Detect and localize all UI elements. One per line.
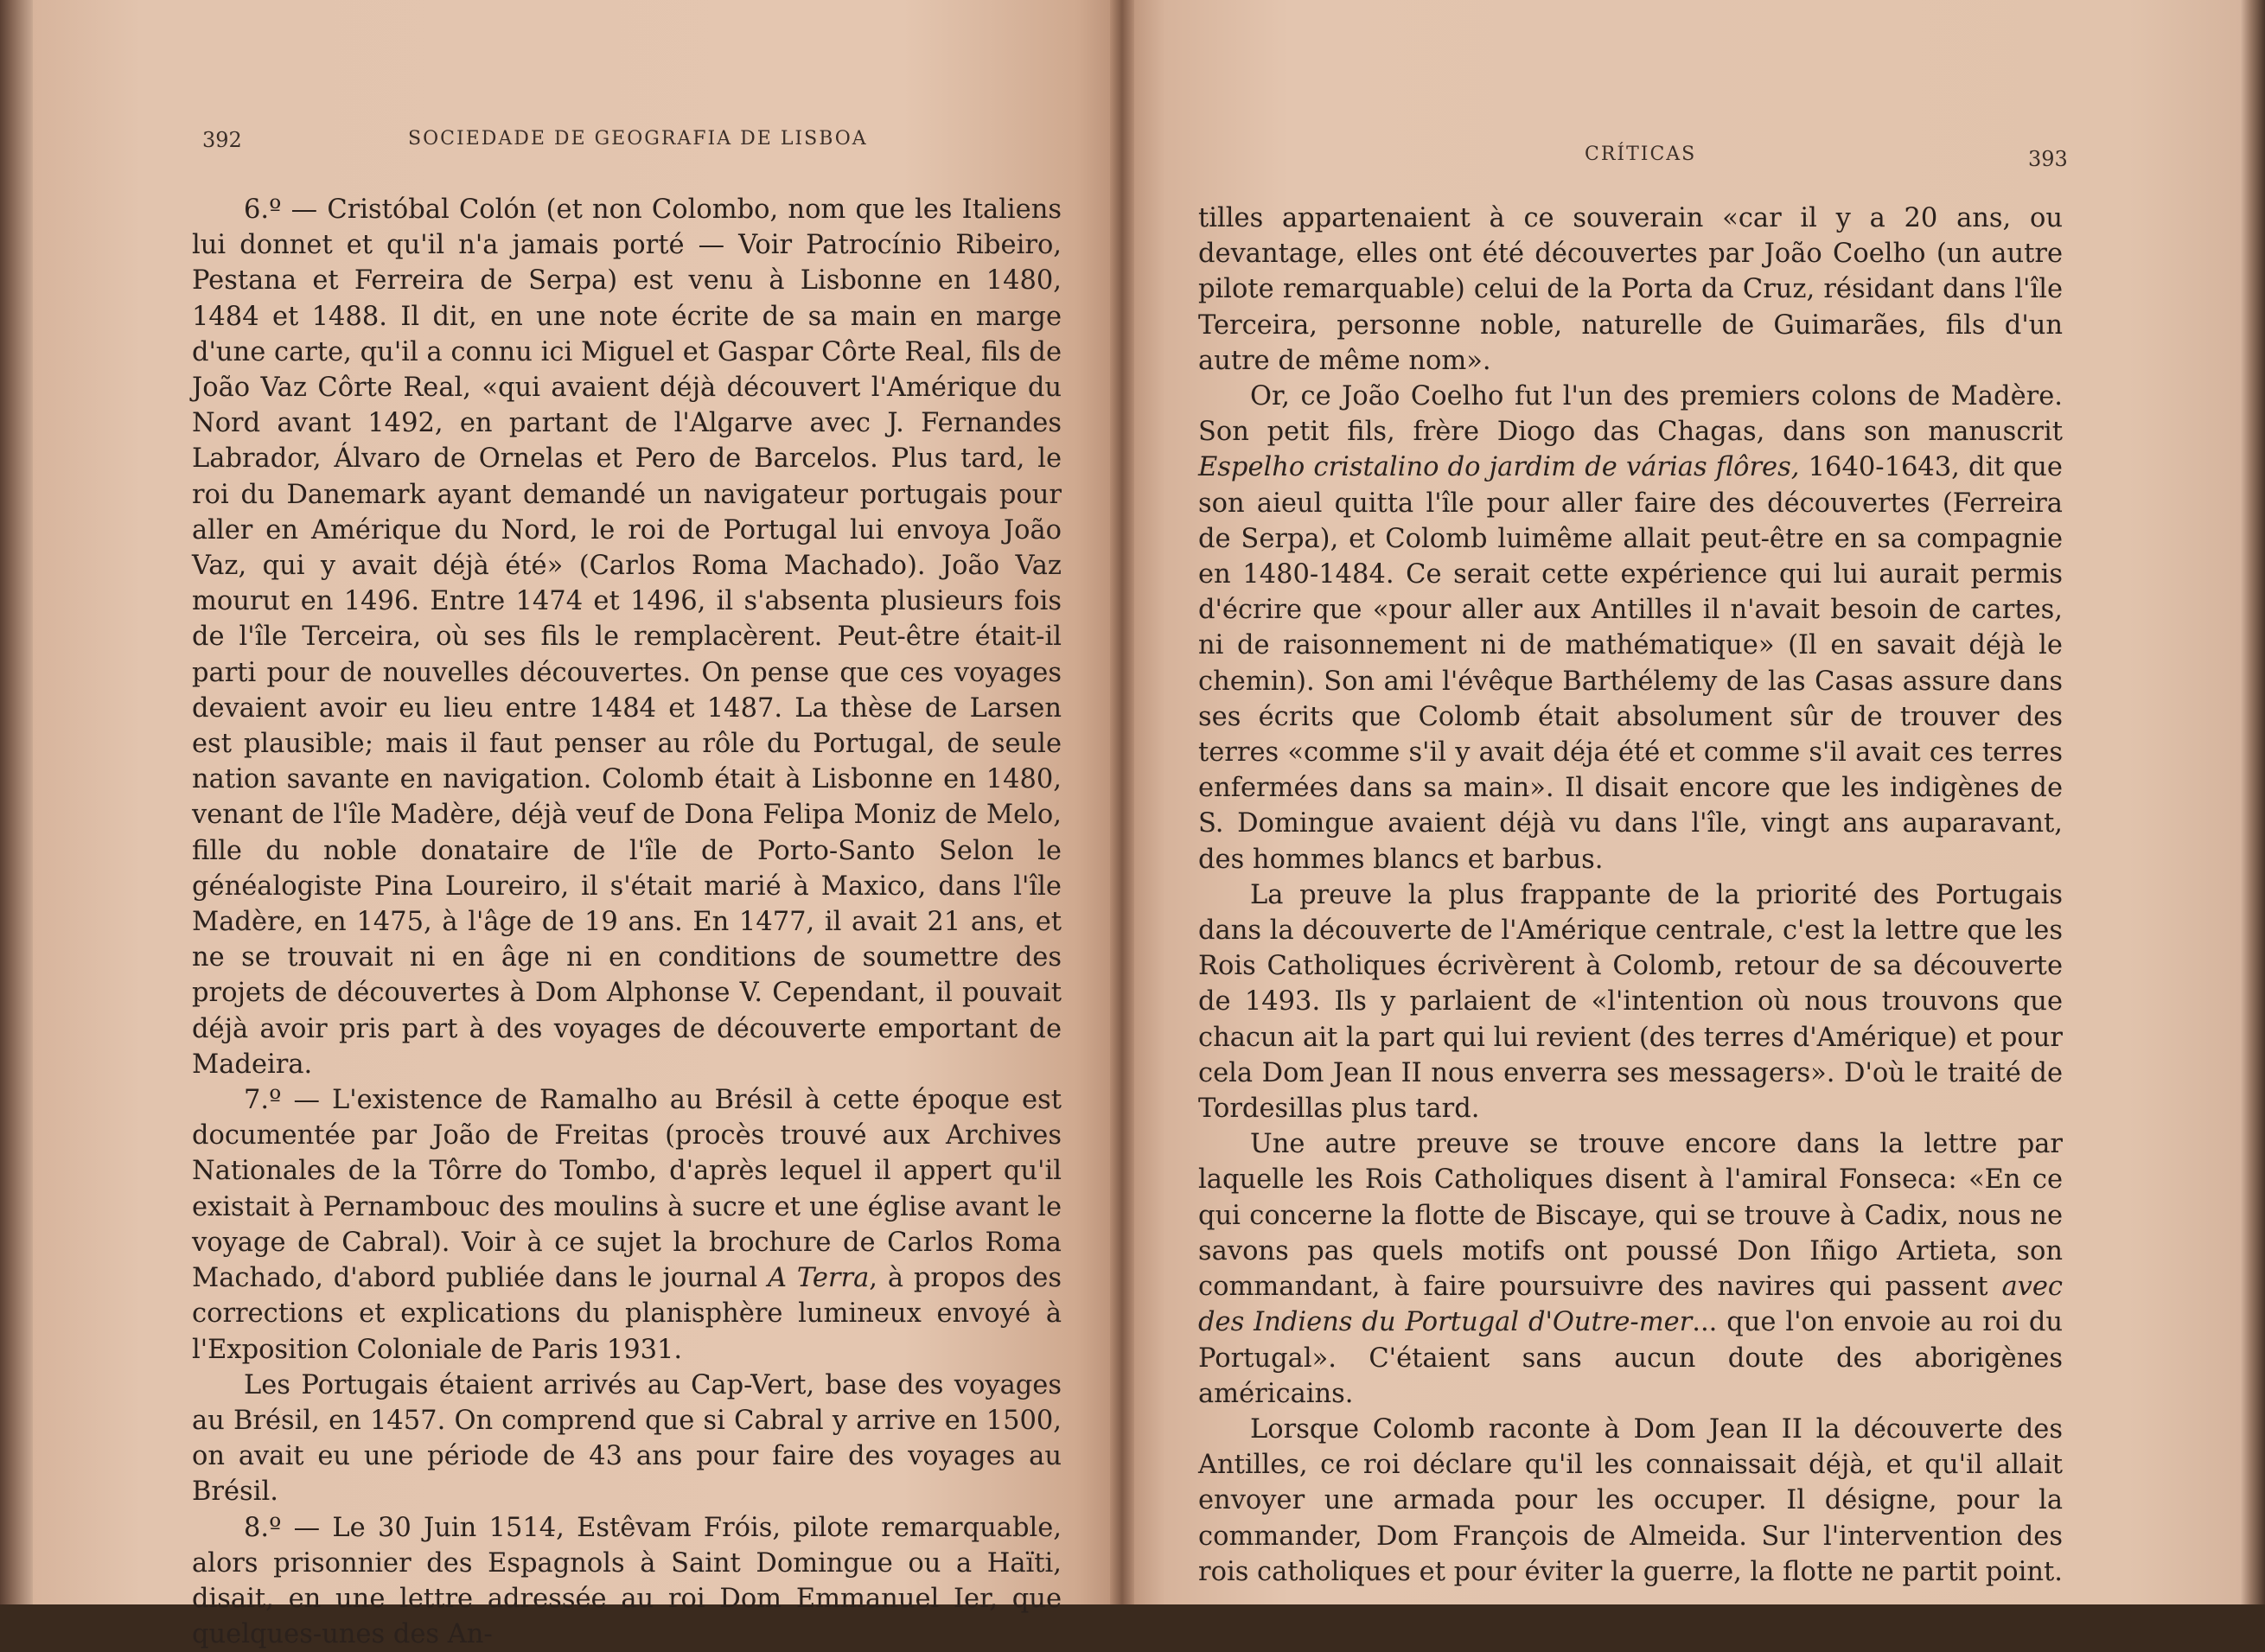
left-running-head: SOCIEDADE DE GEOGRAFIA DE LISBOA [408,128,868,150]
paragraph-antilles: Lorsque Colomb raconte à Dom Jean II la découverte des Antilles, ce roi déclare qu'il les connaissait déjà, et qu'il allait envoyer une armada pour les occuper. Il désigne, pour la commander, Dom François de Almeida. Sur l'intervention des rois catholiques et pour éviter la guerre, la flotte ne partit point. [1198,1413,2063,1587]
paragraph-7 [192,1082,1062,1368]
paragraph-autre-preuve-part-1: Une autre preuve se trouve encore dans la lettre par laquelle les Rois Catholiques disent à l'amiral Fonseca: «En ce qui concerne la flotte de Biscaye, qui se trouve à Cadix, nous ne savons pas quels motifs ont poussé Don Iñigo Artieta, son commandant, à faire poursuivre des navires qui passent [1198,1129,2063,1303]
left-page-number: 392 [202,128,242,152]
journal-title: A Terra [767,1263,870,1294]
right-page-number: 393 [2028,147,2068,171]
book-edge-right [2241,0,2265,1604]
book-gutter [1110,0,1134,1604]
paragraph-joao-coelho-part-1: Or, ce João Coelho fut l'un des premiers colons de Madère. Son petit fils, frère Diogo das Chagas, dans son manuscrit [1198,381,2063,448]
paragraph-7-part-1: 7.º — L'existence de Ramalho au Brésil à cette époque est documentée par João de Freitas (procès trouvé aux Archives Nationales de la Tôrre do Tombo, d'après lequel il appert qu'il existait à Pernambouc des moulins à sucre et une église avant le voyage de Cabral). Voir à ce sujet la brochure de Carlos Roma Machado, d'abord publiée dans le journal [192,1085,1062,1294]
manuscript-title: Espelho cristalino do jardim de várias flôres, [1198,452,1800,483]
book-edge-left [0,0,33,1604]
paragraph-autre-preuve-part-2: ... que l'on envoie au roi du Portugal». C'étaient sans aucun doute des aborigènes américains. [1198,1307,2063,1409]
paragraph-8: 8.º — Le 30 Juin 1514, Estêvam Fróis, pilote remarquable, alors prisonnier des Espagnols à Saint Domingue ou a Haïti, disait, en une lettre adressée au roi Dom Emmanuel Ier, que quelques-unes des An- [192,1512,1062,1650]
italic-phrase: avec des Indiens du Portugal d'Outre-mer [1198,1272,2063,1338]
right-running-head: CRÍTICAS [1585,144,1697,165]
paragraph-cap-vert: Les Portugais étaient arrivés au Cap-Vert, base des voyages au Brésil, en 1457. On comprend que si Cabral y arrive en 1500, on avait eu une période de 43 ans pour faire des voyages au Brésil. [192,1369,1062,1508]
paragraph-preuve: La preuve la plus frappante de la priorité des Portugais dans la découverte de l'Amérique centrale, c'est la lettre que les Rois Catholiques écrivèrent à Colomb, retour de sa découverte de 1493. Ils y parlaient de «l'intention où nous trouvons que chacun ait la part qui lui revient (des terres d'Amérique) et pour cela Dom Jean II nous enverra ses messagers». D'où le traité de Tordesillas plus tard. [1198,879,2063,1125]
paragraph-continuation: tilles appartenaient à ce souverain «car il y a 20 ans, ou devantage, elles ont été découvertes par João Coelho (un autre pilote remarquable) celui de la Porta da Cruz, résidant dans l'île Terceira, personne noble, naturelle de Guimarães, fils d'un autre de même nom». [1198,203,2063,376]
paragraph-autre-preuve [1198,1126,2063,1412]
right-page-body [1198,201,2063,1590]
paragraph-7-part-2: , à propos des corrections et explications du planisphère lumineux envoyé à l'Exposition Coloniale de Paris 1931. [192,1263,1062,1365]
paragraph-joao-coelho-part-2: 1640-1643, dit que son aieul quitta l'île pour aller faire des découvertes (Ferreira de Serpa), et Colomb luimême allait peut-être en sa compagnie en 1480-1484. Ce serait cette expérience qui lui aurait permis d'écrire que «pour aller aux Antilles il n'avait besoin de cartes, ni de raisonnement ni de mathématique» (Il en savait déjà le chemin). Son ami l'évêque Barthélemy de las Casas assure dans ses écrits que Colomb était absolument sûr de trouver des terres «comme s'il y avait déja été et comme s'il avait ces terres enfermées dans sa main». Il disait encore que les indigènes de S. Domingue avaient déjà vu dans l'île, vingt ans auparavant, des hommes blancs et barbus. [1198,452,2063,875]
paragraph-joao-coelho [1198,379,2063,877]
left-page-body [192,192,1062,1652]
paragraph-6: 6.º — Cristóbal Colón (et non Colombo, nom que les Italiens lui donnet et qu'il n'a jamais porté — Voir Patrocínio Ribeiro, Pestana et Ferreira de Serpa) est venu à Lisbonne en 1480, 1484 et 1488. Il dit, en une note écrite de sa main en marge d'une carte, qu'il a connu ici Miguel et Gaspar Côrte Real, fils de João Vaz Côrte Real, «qui avaient déjà découvert l'Amérique du Nord avant 1492, en partant de l'Algarve avec J. Fernandes Labrador, Álvaro de Ornelas et Pero de Barcelos. Plus tard, le roi du Danemark ayant demandé un navigateur portugais pour aller en Amérique du Nord, le roi de Portugal lui envoya João Vaz, qui y avait déjà été» (Carlos Roma Machado). João Vaz mourut en 1496. Entre 1474 et 1496, il s'absenta plusieurs fois de l'île Terceira, où ses fils le remplacèrent. Peut-être était-il parti pour de nouvelles découvertes. On pense que ces voyages devaient avoir eu lieu entre 1484 et 1487. La thèse de Larsen est plausible; mais il faut penser au rôle du Portugal, de seule nation savante en navigation. Colomb était à Lisbonne en 1480, venant de l'île Madère, déjà veuf de Dona Felipa Moniz de Melo, fille du noble donataire de l'île de Porto-Santo Selon le généalogiste Pina Loureiro, il s'était marié à Maxico, dans l'île Madère, en 1475, à l'âge de 19 ans. En 1477, il avait 21 ans, et ne se trouvait ni en âge ni en conditions de soumettre des projets de découvertes à Dom Alphonse V. Cependant, il pouvait déjà avoir pris part à des voyages de découverte emportant de Madeira. [192,195,1062,1080]
